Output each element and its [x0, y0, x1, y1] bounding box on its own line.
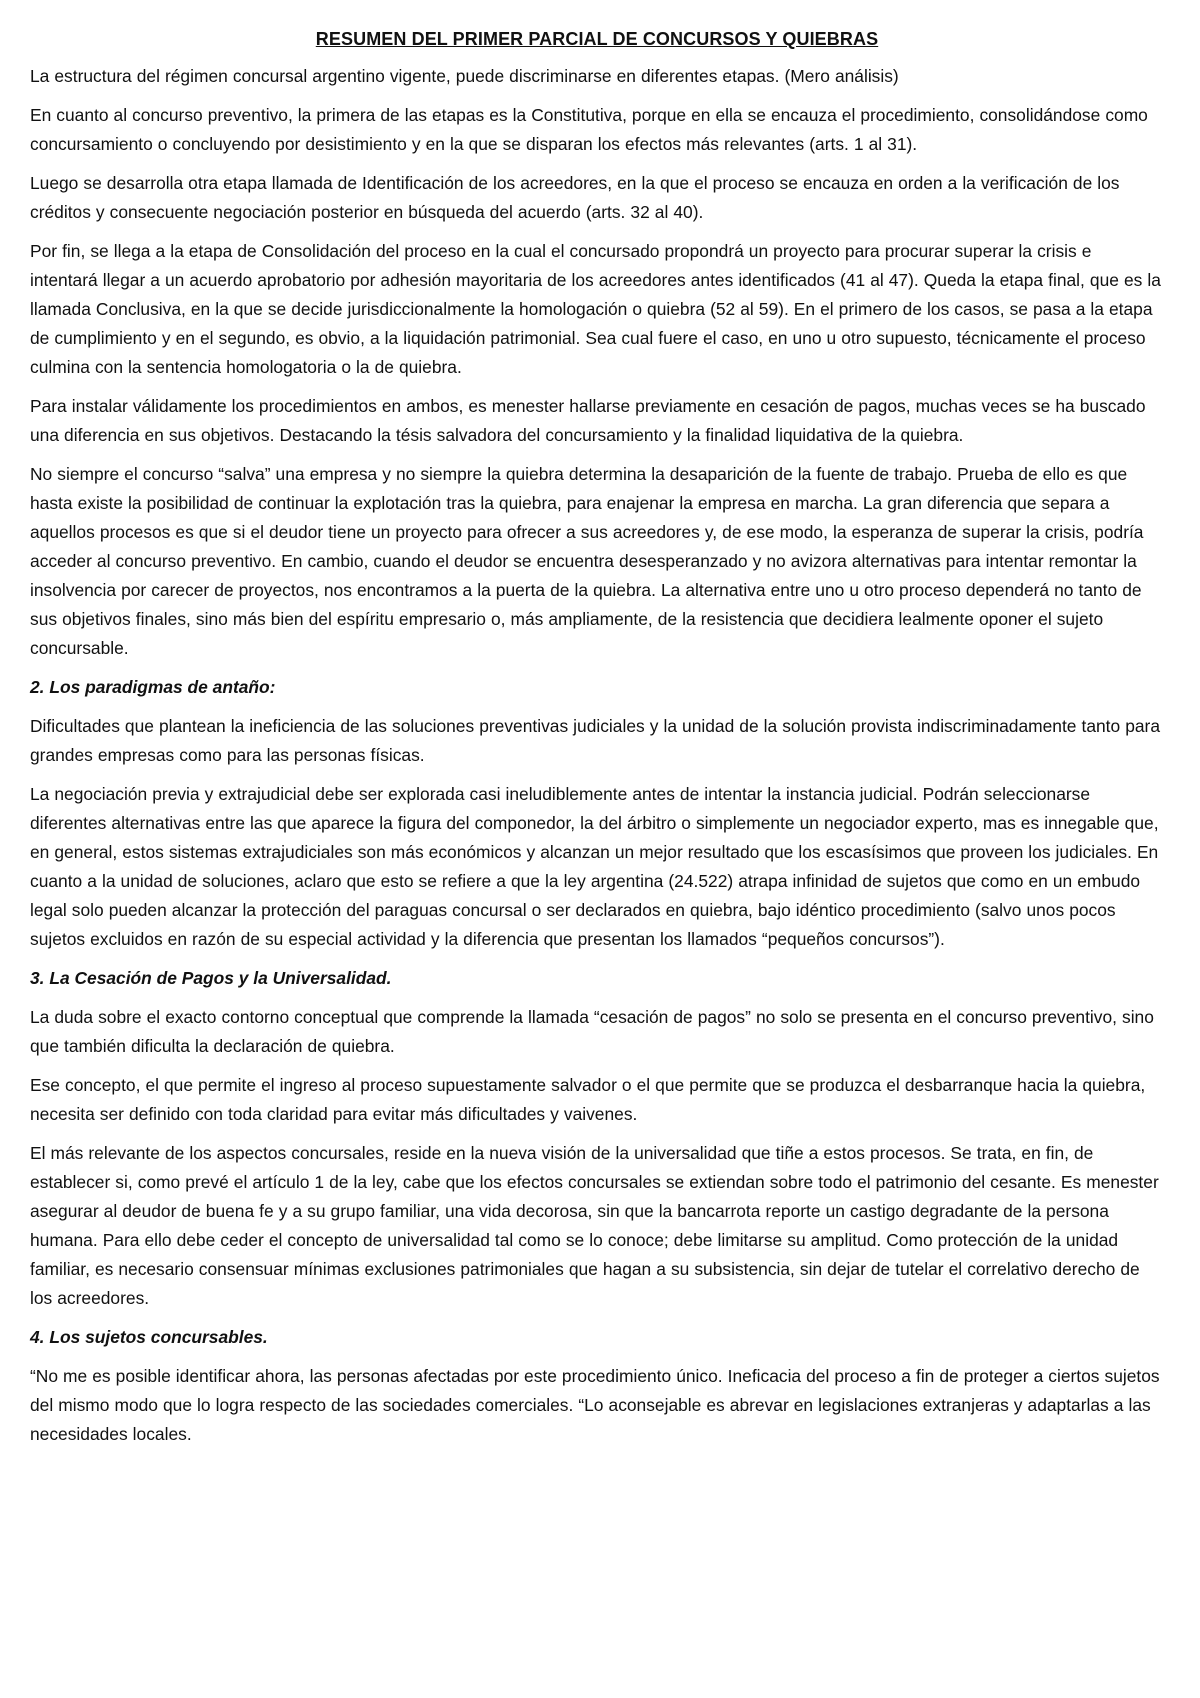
section-heading: 4. Los sujetos concursables. — [30, 1327, 268, 1347]
paragraph: La estructura del régimen concursal argentino vigente, puede discriminarse en diferentes etapas. (Mero análisis) — [30, 66, 899, 86]
paragraph: La negociación previa y extrajudicial debe ser explorada casi ineludiblemente antes de intentar la instancia judicial. Podrán seleccionarse diferentes alternativas entre las que aparece la figura del componedor, la del árbitro o simplemente un negociador experto, mas es innegable que, en general, estos sistemas extrajudiciales son más económicos y alcanzan un mejor resultado que los escasísimos que proveen los judiciales. En cuanto a la unidad de soluciones, aclaro que esto se refiere a que la ley argentina (24.522) atrapa infinidad de sujetos que como en un embudo legal solo pueden alcanzar la protección del paraguas concursal o ser declarados en quiebra, bajo idéntico procedimiento (salvo unos pocos sujetos excluidos en razón de su especial actividad y la diferencia que presentan los llamados “pequeños concursos”). — [30, 784, 1159, 949]
section-heading: 2. Los paradigmas de antaño: — [30, 677, 276, 697]
paragraph: “No me es posible identificar ahora, las personas afectadas por este procedimiento único. Ineficacia del proceso a fin de proteger a ciertos sujetos del mismo modo que lo logra respecto de las sociedades comerciales. “Lo aconsejable es abrevar en legislaciones extranjeras y adaptarlas a las necesidades locales. — [30, 1366, 1160, 1444]
paragraph: En cuanto al concurso preventivo, la primera de las etapas es la Constitutiva, porque en ella se encauza el procedimiento, consolidándose como concursamiento o concluyendo por desistimiento y en la que se disparan los efectos más relevantes (arts. 1 al 31). — [30, 105, 1148, 154]
paragraph: Por fin, se llega a la etapa de Consolidación del proceso en la cual el concursado propondrá un proyecto para procurar superar la crisis e intentará llegar a un acuerdo aprobatorio por adhesión mayoritaria de los acreedores antes identificados (41 al 47). Queda la etapa final, que es la llamada Conclusiva, en la que se decide jurisdiccionalmente la homologación o quiebra (52 al 59). En el primero de los casos, se pasa a la etapa de cumplimiento y en el segundo, es obvio, a la liquidación patrimonial. Sea cual fuere el caso, en uno u otro supuesto, técnicamente el proceso culmina con la sentencia homologatoria o la de quiebra. — [30, 241, 1161, 377]
paragraph: El más relevante de los aspectos concursales, reside en la nueva visión de la universalidad que tiñe a estos procesos. Se trata, en fin, de establecer si, como prevé el artículo 1 de la ley, cabe que los efectos concursales se extiendan sobre todo el patrimonio del cesante. Es menester asegurar al deudor de buena fe y a su grupo familiar, una vida decorosa, sin que la bancarrota reporte un castigo degradante de la persona humana. Para ello debe ceder el concepto de universalidad tal como se lo conoce; debe limitarse su amplitud. Como protección de la unidad familiar, es necesario consensuar mínimas exclusiones patrimoniales que hagan a su subsistencia, sin dejar de tutelar el correlativo derecho de los acreedores. — [30, 1143, 1159, 1308]
paragraph: Para instalar válidamente los procedimientos en ambos, es menester hallarse previamente en cesación de pagos, muchas veces se ha buscado una diferencia en sus objetivos. Destacando la tésis salvadora del concursamiento y la finalidad liquidativa de la quiebra. — [30, 396, 1146, 445]
section-heading: 3. La Cesación de Pagos y la Universalidad. — [30, 968, 392, 988]
paragraph: Luego se desarrolla otra etapa llamada de Identificación de los acreedores, en la que el proceso se encauza en orden a la verificación de los créditos y consecuente negociación posterior en búsqueda del acuerdo (arts. 32 al 40). — [30, 173, 1120, 222]
paragraph: No siempre el concurso “salva” una empresa y no siempre la quiebra determina la desaparición de la fuente de trabajo. Prueba de ello es que hasta existe la posibilidad de continuar la explotación tras la quiebra, para enajenar la empresa en marcha. La gran diferencia que separa a aquellos procesos es que si el deudor tiene un proyecto para ofrecer a sus acreedores y, de ese modo, la esperanza de superar la crisis, podría acceder al concurso preventivo. En cambio, cuando el deudor se encuentra desesperanzado y no avizora alternativas para intentar remontar la insolvencia por carecer de proyectos, nos encontramos a la puerta de la quiebra. La alternativa entre uno u otro proceso dependerá no tanto de sus objetivos finales, sino más bien del espíritu empresario o, más ampliamente, de la resistencia que decidiera lealmente oponer el sujeto concursable. — [30, 464, 1144, 658]
document-body — [30, 62, 1164, 1449]
paragraph: La duda sobre el exacto contorno conceptual que comprende la llamada “cesación de pagos” no solo se presenta en el concurso preventivo, sino que también dificulta la declaración de quiebra. — [30, 1007, 1154, 1056]
document-title: RESUMEN DEL PRIMER PARCIAL DE CONCURSOS Y QUIEBRAS — [315, 29, 879, 49]
paragraph: Dificultades que plantean la ineficiencia de las soluciones preventivas judiciales y la unidad de la solución provista indiscriminadamente tanto para grandes empresas como para las personas físicas. — [30, 716, 1161, 765]
paragraph: Ese concepto, el que permite el ingreso al proceso supuestamente salvador o el que permite que se produzca el desbarranque hacia la quiebra, necesita ser definido con toda claridad para evitar más dificultades y vaivenes. — [30, 1075, 1146, 1124]
